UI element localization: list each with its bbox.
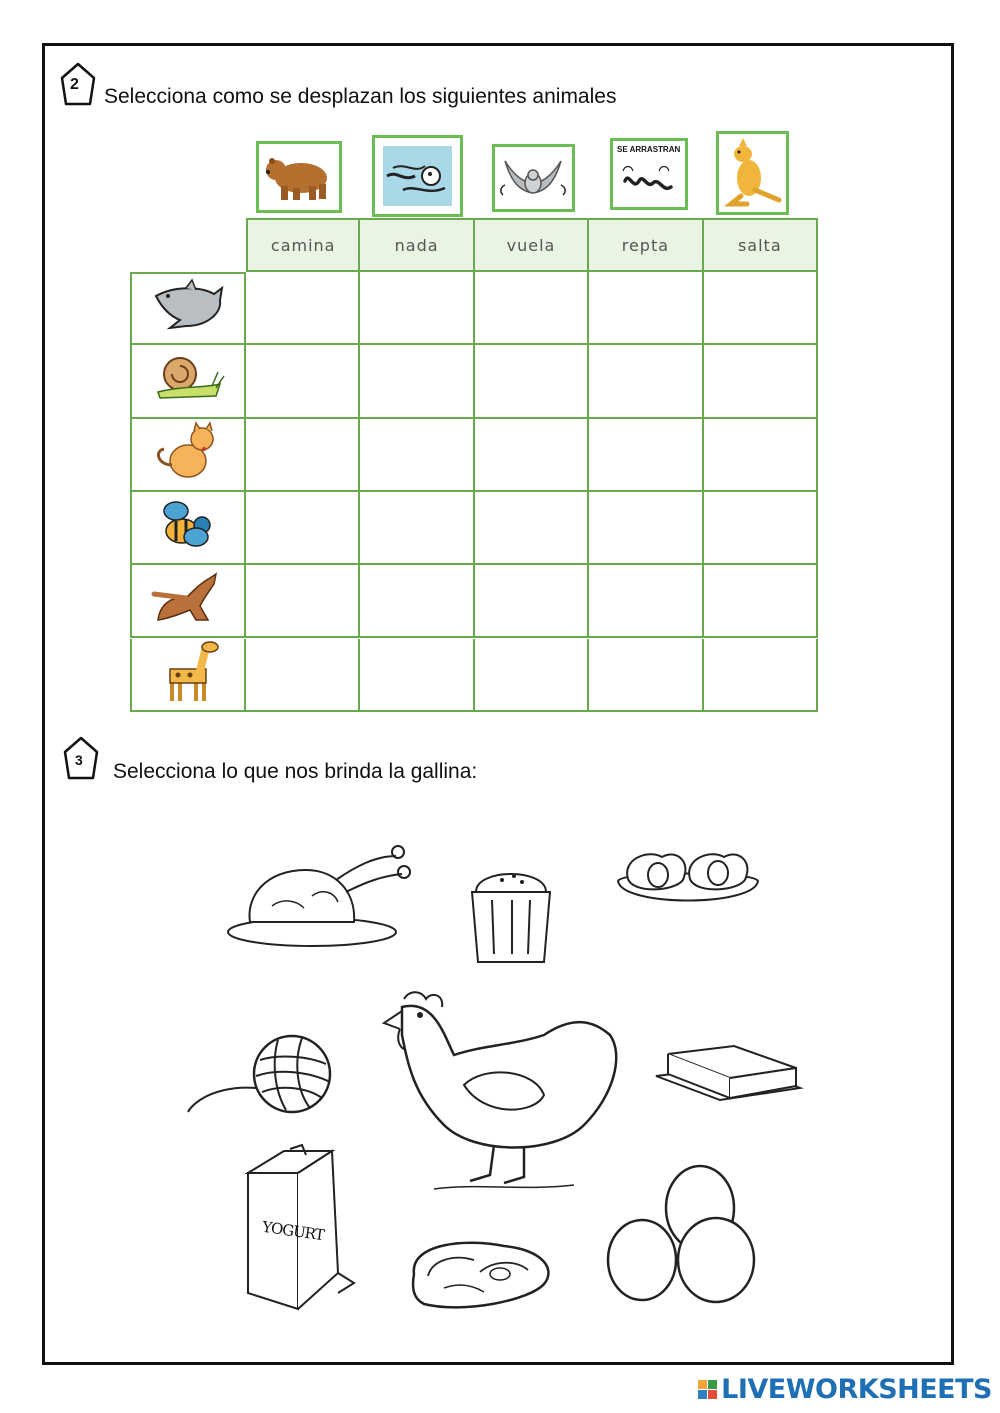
liveworksheets-logo (698, 1374, 992, 1405)
snail-icon (150, 350, 226, 411)
answer-cell-giraffe-salta[interactable] (704, 639, 818, 712)
roast-chicken-image[interactable] (226, 836, 412, 952)
kangaroo-icon-box (716, 131, 789, 215)
answer-cell-bee-vuela[interactable] (475, 492, 589, 565)
row-animal-giraffe (130, 639, 246, 712)
hen-image[interactable] (374, 985, 630, 1199)
bee-icon (150, 497, 226, 558)
answer-cell-cat-camina[interactable] (246, 419, 360, 492)
answer-cell-kangaroo-salta[interactable] (704, 565, 818, 638)
crawl-icon (613, 141, 685, 207)
answer-cell-giraffe-vuela[interactable] (475, 639, 589, 712)
question-2-number: 2 (70, 76, 79, 93)
answer-cell-bee-repta[interactable] (589, 492, 703, 565)
answer-cell-giraffe-repta[interactable] (589, 639, 703, 712)
column-header-vuela: vuela (475, 218, 589, 272)
row-animal-shark (130, 272, 246, 345)
bird-icon (495, 147, 572, 209)
answer-cell-snail-nada[interactable] (360, 345, 474, 418)
question-3-title: Selecciona lo que nos brinda la gallina: (113, 760, 478, 783)
question-2-title: Selecciona como se desplazan los siguientes animales (104, 85, 617, 108)
logo-mark-icon (698, 1380, 717, 1399)
answer-cell-bee-nada[interactable] (360, 492, 474, 565)
eggs-image[interactable] (602, 1160, 768, 1306)
answer-cell-snail-repta[interactable] (589, 345, 703, 418)
answer-cell-shark-nada[interactable] (360, 272, 474, 345)
answer-cell-bee-salta[interactable] (704, 492, 818, 565)
row-animal-snail (130, 345, 246, 418)
bear-icon (259, 144, 339, 210)
kangaroo-icon (719, 134, 786, 212)
row-animal-bee (130, 492, 246, 565)
bear-icon-box (256, 141, 342, 213)
bird-icon-box (492, 144, 575, 212)
answer-cell-snail-camina[interactable] (246, 345, 360, 418)
yogurt-label: YOGURT (261, 1217, 325, 1245)
answer-cell-giraffe-camina[interactable] (246, 639, 360, 712)
swim-icon (375, 138, 460, 214)
yarn-ball-image[interactable] (182, 1030, 338, 1118)
brand-name: LIVEWORKSHEETS (721, 1374, 992, 1405)
answer-cell-kangaroo-camina[interactable] (246, 565, 360, 638)
row-animal-cat (130, 419, 246, 492)
fried-eggs-image[interactable] (612, 845, 764, 917)
answer-cell-shark-repta[interactable] (589, 272, 703, 345)
answer-cell-shark-camina[interactable] (246, 272, 360, 345)
answer-cell-bee-camina[interactable] (246, 492, 360, 565)
answer-cell-kangaroo-repta[interactable] (589, 565, 703, 638)
meat-steak-image[interactable] (404, 1230, 560, 1316)
salt-shaker-image[interactable] (462, 858, 562, 974)
column-header-repta: repta (589, 218, 703, 272)
cat-icon (150, 421, 226, 488)
answer-cell-cat-salta[interactable] (704, 419, 818, 492)
column-header-nada: nada (360, 218, 474, 272)
column-header-camina: camina (246, 218, 360, 272)
swim-icon-box (372, 135, 463, 217)
answer-cell-kangaroo-vuela[interactable] (475, 565, 589, 638)
crawl-label: SE ARRASTRAN (617, 145, 681, 154)
answer-cell-snail-vuela[interactable] (475, 345, 589, 418)
answer-cell-shark-salta[interactable] (704, 272, 818, 345)
question-3-number: 3 (75, 752, 83, 768)
crawl-icon-box (610, 138, 688, 210)
shark-icon (150, 278, 226, 339)
row-animal-kangaroo (130, 565, 246, 638)
answer-cell-cat-nada[interactable] (360, 419, 474, 492)
answer-cell-snail-salta[interactable] (704, 345, 818, 418)
answer-cell-shark-vuela[interactable] (475, 272, 589, 345)
answer-cell-kangaroo-nada[interactable] (360, 565, 474, 638)
giraffe-icon (150, 639, 226, 710)
answer-cell-giraffe-nada[interactable] (360, 639, 474, 712)
column-header-salta: salta (704, 218, 818, 272)
kangaroo-icon (150, 570, 226, 631)
answer-cell-cat-repta[interactable] (589, 419, 703, 492)
answer-cell-cat-vuela[interactable] (475, 419, 589, 492)
butter-image[interactable] (650, 1028, 806, 1110)
